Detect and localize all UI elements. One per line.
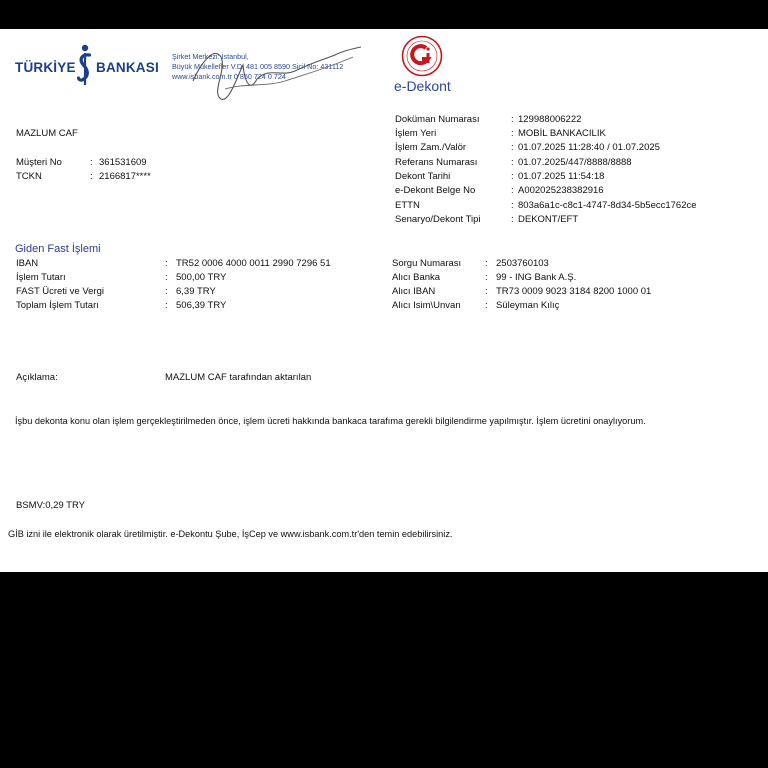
tx-value: 6,39 TRY — [176, 286, 216, 297]
tckn-value: 2166817**** — [99, 171, 151, 182]
colon: : — [90, 157, 93, 168]
doc-info-value: A002025238382916 — [518, 185, 604, 196]
consent-text: İşbu dekonta konu olan işlem gerçekleştirilmeden önce, işlem ücreti hakkında bankaca tarafıma gerekli bilgilendirme yapılmıştır. İşlem ücretini onaylıyorum. — [15, 416, 646, 426]
doc-info-label: ETTN — [395, 200, 420, 211]
tx-label: Alıcı Banka — [392, 272, 441, 283]
colon: : — [165, 286, 168, 297]
colon: : — [511, 142, 514, 153]
tx-value: Süleyman Kılıç — [496, 300, 560, 311]
doc-info-label: Referans Numarası — [395, 157, 478, 168]
description-label: Açıklama: — [16, 372, 58, 383]
address-line: Büyük Mükellefler V.D. 481 005 8590 Sicil No: 431112 — [172, 62, 344, 71]
tx-value: 99 - ING Bank A.Ş. — [496, 272, 577, 283]
doc-info-label: Dekont Tarihi — [395, 171, 451, 182]
bank-name-right: BANKASI — [96, 60, 159, 75]
tx-value: 506,39 TRY — [176, 300, 227, 311]
colon: : — [485, 286, 488, 297]
doc-info-value: 01.07.2025/447/8888/8888 — [518, 157, 632, 168]
colon: : — [511, 214, 514, 225]
customer-no-label: Müşteri No — [16, 157, 62, 168]
colon: : — [511, 114, 514, 125]
doc-info-value: 803a6a1c-c8c1-4747-8d34-5b5ecc1762ce — [518, 200, 697, 211]
colon: : — [485, 272, 488, 283]
customer-no-value: 361531609 — [99, 157, 147, 168]
colon: : — [90, 171, 93, 182]
doc-info-value: DEKONT/EFT — [518, 214, 579, 225]
doc-info-label: İşlem Yeri — [395, 128, 437, 139]
tx-value: 500,00 TRY — [176, 272, 227, 283]
description-value: MAZLUM CAF tarafından aktarılan — [165, 372, 312, 383]
address-line: Şirket Merkezi: İstanbul, — [172, 52, 249, 61]
tx-label: FAST Ücreti ve Vergi — [16, 286, 104, 297]
tx-label: Toplam İşlem Tutarı — [16, 300, 99, 311]
tckn-label: TCKN — [16, 171, 42, 182]
doc-info-label: e-Dekont Belge No — [395, 185, 476, 196]
doc-info-value: 01.07.2025 11:28:40 / 01.07.2025 — [518, 142, 660, 153]
footer-text: GİB izni ile elektronik olarak üretilmiştir. e-Dekontu Şube, İşCep ve www.isbank.com.tr'den temin edebilirsiniz. — [8, 529, 453, 539]
tx-label: Sorgu Numarası — [392, 258, 462, 269]
colon: : — [511, 171, 514, 182]
colon: : — [165, 272, 168, 283]
tx-label: IBAN — [16, 258, 39, 269]
bsmv-text: BSMV:0,29 TRY — [16, 500, 85, 511]
colon: : — [165, 300, 168, 311]
doc-info-label: Senaryo/Dekont Tipi — [395, 214, 481, 225]
tx-value: 2503760103 — [496, 258, 549, 269]
doc-info-label: Doküman Numarası — [395, 114, 480, 125]
tx-value: TR73 0009 9023 3184 8200 1000 01 — [496, 286, 652, 297]
colon: : — [485, 300, 488, 311]
colon: : — [485, 258, 488, 269]
doc-info-value: 01.07.2025 11:54:18 — [518, 171, 605, 182]
signature-image — [185, 41, 370, 106]
gib-logo — [401, 35, 443, 77]
bank-emblem-icon — [77, 44, 93, 88]
tx-value: TR52 0006 4000 0011 2990 7296 51 — [176, 258, 331, 269]
section-title: Giden Fast İşlemi — [15, 243, 101, 255]
doc-info-value: MOBİL BANKACILIK — [518, 128, 606, 139]
doc-info-value: 129988006222 — [518, 114, 582, 125]
colon: : — [511, 128, 514, 139]
tx-label: Alıcı Isim\Unvan — [392, 300, 461, 311]
receipt-document — [0, 29, 768, 572]
gib-emblem-icon — [401, 35, 443, 77]
tx-label: İşlem Tutarı — [16, 272, 66, 283]
colon: : — [511, 185, 514, 196]
tx-label: Alıcı IBAN — [392, 286, 436, 297]
bank-name-left: TÜRKİYE — [15, 60, 76, 75]
colon: : — [511, 200, 514, 211]
colon: : — [511, 157, 514, 168]
customer-name: MAZLUM CAF — [16, 128, 78, 139]
doc-info-label: İşlem Zam./Valör — [395, 142, 467, 153]
colon: : — [165, 258, 168, 269]
edekont-label: e-Dekont — [394, 78, 451, 94]
address-line: www.isbank.com.tr 0 850 724 0 724 — [172, 72, 286, 81]
